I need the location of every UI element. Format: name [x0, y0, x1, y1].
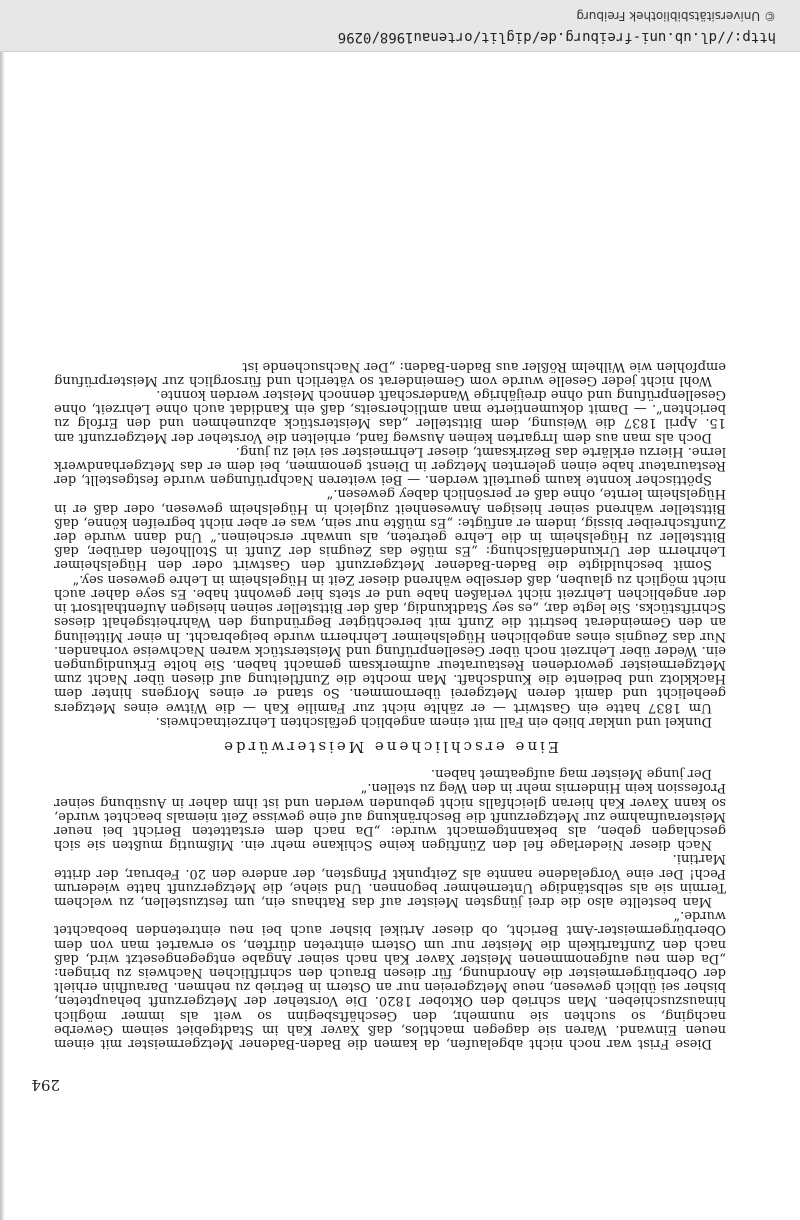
section-heading: Eine erschlichene Meisterwürde: [221, 737, 559, 756]
paragraph: Um 1837 hatte ein Gastwirt — er zählte nicht zur Familie Kah — die Witwe eines Metzgers geehelicht und damit deren Metzgerei übernommen. So stand er eines Morgens hinter dem Hackklotz und bediente die Kundschaft. Man mochte die Zunftleitung auf diesen über Nacht zum Metzgermeister gewordenen Restaurateur aufmerksam gemacht haben. Sie holte Erkundigungen ein. Weder über Lehrzeit noch über Gesellenprüfung und Meisterstück waren Nachweise vorhanden. Nur das Zeugnis eines angeblichen Hügelsheimer Lehrherrn wurde beigebracht. In einer Mitteilung an den Gemeinderat bestritt die Zunft mit berechtigter Begründung den Wahrheitsgehalt dieses Schriftstücks. Sie legte dar, „es sey Stadtkundig, daß der Bittsteller seinen hiesigen Aufenthaltsort in der angeblichen Lehrzeit nicht verlaßen habe und er stets hier gewohnt habe. Es seye daher auch nicht möglich zu glauben, daß derselbe während dieser Zeit in Hügelsheim in Lehre gewesen sey.“: [54, 571, 726, 715]
paragraph: Somit beschuldigte die Baden-Badener Metzgerzunft den Gastwirt oder den Hügelsheimer Lehrherrn der Urkundenfälschung: „Es müße das Zeugnis der Zunft in Stollhofen darüber, daß Bittsteller zu Hügelsheim in die Lehre getreten, als unwahr erscheinen.“ Und dann wurde der Zunftschreiber bissig, indem er anfügte: „Es müßte nur sein, was er aber nicht begreifen könne, daß Bittsteller während seiner hiesigen Anwesenheit zugleich in Hügelsheim gewesen, oder daß er in Hügelsheim lernte, ohne daß er persönlich dabey gewesen.“: [54, 486, 726, 573]
text-column: [54, 358, 726, 1050]
library-credit: © Universitätsbibliothek Freiburg: [576, 9, 776, 23]
paragraph: Der junge Meister mag aufgeatmet haben.: [431, 766, 712, 782]
paragraph: Diese Frist war noch nicht abgelaufen, da kamen die Baden-Badener Metzgermeister mit einem neuen Einwand. Waren sie dagegen machtlos, daß Xaver Kah im Stadtgebiet seinem Gewerbe nachging, so suchten sie nunmehr, den Geschäftsbeginn so weit als immer möglich hinauszuschieben. Man schrieb den Oktober 1820. Die Vorsteher der Metzgerzunft behaupteten, bisher sei üblich gewesen, neue Metzgereien nur an Ostern in Betrieb zu nehmen. Daraufhin erhielt der Oberbürgermeister die Anordnung, für diesen Brauch den schriftlichen Nachweis zu bringen: „Da dem neu aufgenommenen Meister Xaver Kah nach seiner Angabe entgegengesetzt wird, daß nach den Zunftartikeln die Meister nur um Ostern eintreten dürften, so erwartet man von dem Oberbürgermeister-Amt Bericht, ob dieser Artikel bisher auch bei neu eintretenden beobachtet wurde.“: [54, 908, 726, 1051]
paragraph: Spöttischer konnte kaum geurteilt werden. — Bei weiteren Nachprüfungen wurde festgestellt, der Restaurateur habe einen gelernten Metzger in Dienst genommen, bei dem er das Metzgerhandwerk lerne. Hierzu erklärte das Bezirksamt, dieser Lehrmeister sei viel zu jung.: [54, 443, 726, 488]
footer-bar: [0, 0, 800, 52]
paragraph: Doch als man aus dem Irrgarten keinen Ausweg fand, erhielten die Vorsteher der Metzgerzunft am 15. April 1837 die Weisung, dem Bittsteller „das Meisterstück abzunehmen und den Erfolg zu berichten“. — Damit dokumentierte man amtlicherseits, daß ein Kandidat auch ohne Lehrzeit, ohne Gesellenprüfung und ohne dreijährige Wanderschaft dennoch Meister werden konnte.: [54, 387, 726, 445]
paragraph: Dunkel und unklar blieb ein Fall mit einem angeblich gefälschten Lehrzeitnachweis.: [155, 713, 712, 729]
paragraph: Nach dieser Niederlage fiel den Zünftigen keine Schikane mehr ein. Mißmutig mußten sie sich geschlagen geben, als bekanntgemacht wurde: „Da nach dem erstatteten Bericht bei neuer Meisteraufnahme zur Metzgerzunft die Beschränkung auf eine gewisse Zeit niemals beachtet wurde, so kann Xaver Kah hieran gleichfalls nicht gebunden werden und ist ihm daher in Ausübung seiner Profession kein Hindernis mehr in den Weg zu stellen.“: [54, 780, 726, 853]
source-url-link[interactable]: http://dl.ub.uni-freiburg.de/diglit/ortenau1968/0296: [337, 29, 776, 45]
book-page: [0, 52, 800, 1220]
paragraph: Wohl nicht jeder Geselle wurde vom Gemeinderat so väterlich und fürsorglich zur Meisterprüfung empfohlen wie Wilhelm Rößler aus Baden-Baden: „Der Nachsuchende ist: [54, 358, 726, 388]
page-number: 294: [31, 1076, 60, 1094]
paragraph: Man bestellte also die drei jüngsten Meister auf das Rathaus ein, um festzustellen, zu welchem Termin sie als selbständige Unternehmer begonnen. Und siehe, die Metzgerzunft hatte wiederum Pech! Der eine Vorgeladene nannte als Zeitpunkt Pfingsten, der andere den 20. Februar, der dritte Martini.: [54, 851, 726, 909]
page-edge-shadow: [0, 52, 5, 1220]
